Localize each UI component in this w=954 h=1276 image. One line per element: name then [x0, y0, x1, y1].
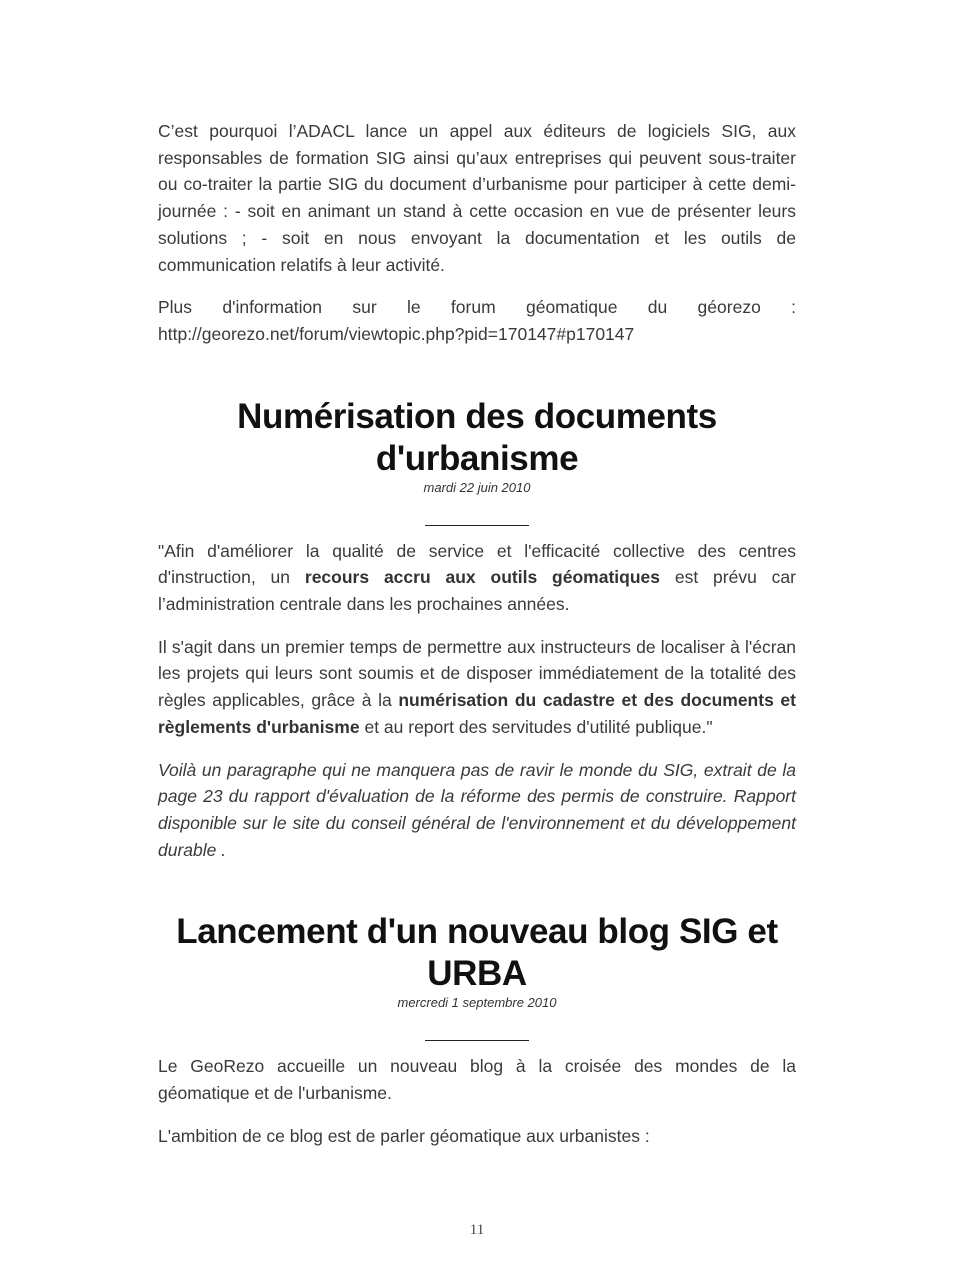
forum-url[interactable]: http://georezo.net/forum/viewtopic.php?pid=170147#p170147 — [158, 323, 635, 344]
article-paragraph: "Afin d'améliorer la qualité de service et l'efficacité collective des centres d'instruction, un recours accru aux outils géomatiques est prévu car l’administration centrale dans les prochaines années. — [158, 540, 796, 615]
intro-info-paragraph — [158, 294, 796, 347]
article-date: mercredi 1 septembre 2010 — [397, 995, 557, 1011]
article-paragraph: L'ambition de ce blog est de parler géomatique aux urbanistes : — [158, 1125, 650, 1146]
article-title: Numérisation des documents d'urbanisme — [237, 396, 717, 478]
article-paragraph: Il s'agit dans un premier temps de permettre aux instructeurs de localiser à l'écran les projets qui leurs sont soumis et de disposer immédiatement de la totalité des règles applicables, grâce à la numérisation du cadastre et des documents et règlements d'urbanisme et au report des servitudes d'utilité publique." — [158, 636, 796, 737]
separator — [158, 512, 796, 532]
article-paragraph-italic: Voilà un paragraphe qui ne manquera pas de ravir le monde du SIG, extrait de la page 23 du rapport d'évaluation de la réforme des permis de construire. Rapport disponible sur le site du conseil général de l'environnement et du développement durable . — [158, 759, 796, 860]
separator — [158, 1027, 796, 1047]
page-content — [158, 118, 796, 1149]
article-date: mardi 22 juin 2010 — [423, 479, 531, 495]
article-title: Lancement d'un nouveau blog SIG et URBA — [176, 912, 778, 994]
bold-text: recours accru aux outils géomatiques — [304, 567, 660, 588]
info-text: Plus d'information sur le forum géomatique du géorezo : — [158, 297, 796, 318]
page-number: 11 — [469, 1222, 485, 1238]
article-paragraph: Le GeoRezo accueille un nouveau blog à la croisée des mondes de la géomatique et de l'urbanisme. — [158, 1056, 796, 1104]
article-blog — [158, 911, 796, 1149]
bold-text: numérisation du cadastre et des documents et règlements d'urbanisme — [158, 690, 796, 737]
intro-section — [158, 118, 796, 348]
article-numerisation — [158, 396, 796, 864]
intro-paragraph: C’est pourquoi l’ADACL lance un appel aux éditeurs de logiciels SIG, aux responsables de formation SIG ainsi qu’aux entreprises qui peuvent sous-traiter ou co-traiter la partie SIG du document d’urbanisme pour participer à cette demi-journée : - soit en animant un stand à cette occasion en vue de présenter leurs solutions ; - soit en nous envoyant la documentation et les outils de communication relatifs à leur activité. — [158, 121, 796, 275]
